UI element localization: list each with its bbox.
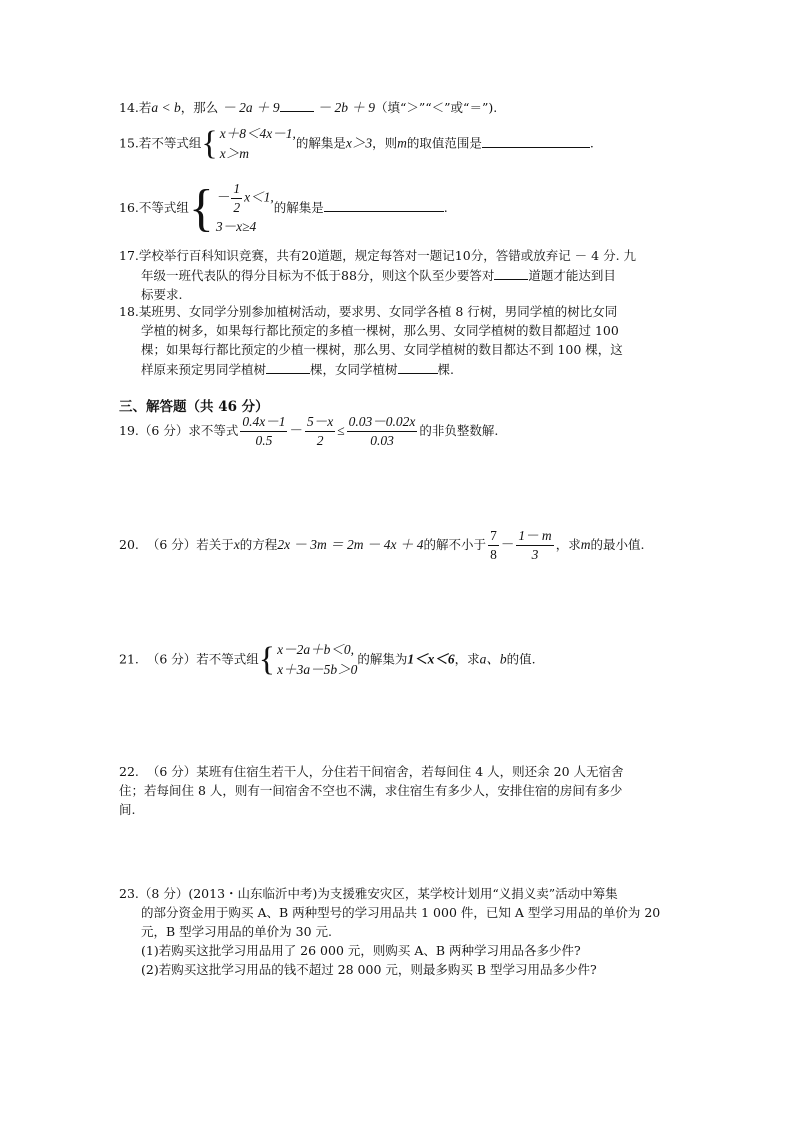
question-text: 若不等式组 (196, 651, 259, 667)
question-19 (119, 413, 699, 450)
system-line: x－2a＋b＜0, (277, 642, 354, 657)
math-expression: a < b (151, 100, 181, 115)
denominator: 2 (316, 433, 324, 448)
math-expression: － 2a ＋ 9 (222, 100, 280, 115)
question-text: 间. (119, 802, 136, 817)
question-text: 道题才能达到目 (528, 268, 616, 283)
answer-blank[interactable] (482, 133, 590, 148)
question-20 (119, 527, 699, 564)
question-text: 的解集为 (357, 651, 408, 667)
numerator: 0.4x－1 (240, 413, 287, 432)
numerator: 1－ m (516, 527, 553, 546)
sub-question-2: (2)若购买这批学习用品的钱不超过 28 000 元，则最多购买 B 型学习用品多少件? (141, 962, 597, 977)
points: （6 分） (138, 423, 189, 438)
question-text: 的解集是 (273, 200, 324, 215)
question-text: 住；若每间住 8 人，则有一间宿舍不空也不满，求住宿生有多少人，安排住宿的房间有多少 (119, 783, 623, 798)
math-variable: a、b (479, 651, 507, 667)
inequality-system (201, 124, 295, 164)
question-number: 17. (119, 248, 139, 263)
question-text: (2013・山东临沂中考)为支援雅安灾区，某学校计划用“义捐义卖”活动中筹集 (188, 886, 618, 901)
question-text: 标要求. (141, 287, 183, 302)
question-number: 20. (119, 537, 139, 552)
math-expression: x＞3 (345, 135, 373, 151)
question-text: 的解不小于 (423, 537, 487, 552)
question-text: 求不等式 (188, 423, 239, 438)
points: （6 分） (146, 651, 197, 667)
answer-blank[interactable] (494, 265, 528, 280)
numerator: 1 (231, 180, 242, 199)
question-14 (119, 97, 699, 117)
question-text: 若 (138, 100, 152, 115)
question-16 (119, 180, 699, 237)
question-text: 的最小值. (590, 537, 645, 552)
question-text: ，求 (555, 537, 581, 552)
question-number: 22. (119, 764, 139, 779)
section-heading: 三、解答题（共 46 分） (119, 399, 269, 415)
question-text: ，则 (372, 135, 398, 151)
question-text: 样原来预定男同学植树 (141, 362, 267, 377)
question-text: 的值. (506, 651, 536, 667)
system-line: x＋3a－5b＞0 (277, 662, 358, 677)
expression-rest: x＜1, (244, 189, 274, 205)
fraction (488, 527, 499, 564)
inequality-system (189, 180, 274, 237)
fraction (347, 413, 418, 450)
question-17 (119, 246, 699, 304)
sub-question-1: (1)若购买这批学习用品用了 26 000 元，则购买 A、B 两种学习用品各多少件? (141, 943, 581, 958)
question-number: 21. (119, 651, 139, 667)
question-text: 不等式组 (138, 200, 189, 215)
math-expression: 1＜x＜6 (407, 651, 455, 667)
punctuation: . (589, 135, 594, 151)
question-text: 学植的树多，如果每行都比预定的多植一棵树，那么男、女同学植树的数目都超过 100 (141, 323, 619, 338)
numerator: 0.03－0.02x (347, 413, 418, 432)
brace: { (258, 641, 276, 678)
question-text: 的非负整数解. (419, 423, 499, 438)
punctuation: . (443, 200, 448, 215)
system-line: x＞m (219, 146, 249, 161)
fraction (240, 413, 287, 450)
inequality-system (259, 640, 358, 680)
question-text: 某班男、女同学分别参加植树活动，要求男、女同学各植 8 行树，男同学植的树比女同 (138, 304, 618, 319)
denominator: 0.03 (370, 433, 394, 448)
denominator: 8 (490, 547, 497, 562)
question-text: 的方程 (239, 537, 278, 552)
fraction (231, 180, 242, 217)
question-23 (119, 884, 699, 979)
system-line: 3－x≥4 (215, 219, 257, 234)
question-text: 的部分资金用于购买 A、B 两种型号的学习用品共 1 000 件，已知 A 型学习用品的单价为 20 (141, 905, 661, 920)
question-number: 23. (119, 886, 139, 901)
points: （6 分） (146, 537, 197, 552)
question-number: 14. (119, 100, 139, 115)
le-sign: ≤ (337, 423, 345, 438)
question-15 (119, 124, 699, 164)
minus-sign: － (289, 423, 303, 438)
system-line (216, 180, 274, 217)
question-text: 棵. (437, 362, 455, 377)
brace: { (201, 125, 218, 162)
question-text: 元，B 型学习用品的单价为 30 元. (141, 924, 332, 939)
question-text: 棵；如果每行都比预定的少植一棵树，那么男、女同学植树的数目都达不到 100 棵，这 (141, 342, 623, 357)
answer-blank[interactable] (398, 359, 438, 374)
question-text: 的取值范围是 (406, 135, 482, 151)
brace: { (188, 179, 214, 237)
math-expression: － 2b ＋ 9 (317, 100, 375, 115)
question-text: （填“＞”“＜”或“＝”). (375, 100, 498, 115)
question-text: 的解集是 (295, 135, 346, 151)
math-variable: x (233, 537, 240, 552)
question-text: 棵，女同学植树 (310, 362, 398, 377)
answer-blank[interactable] (280, 97, 314, 112)
question-text: ，求 (454, 651, 480, 667)
points: （6 分） (146, 764, 197, 779)
fraction (516, 527, 553, 564)
question-text: 年级一班代表队的得分目标为不低于88分，则这个队至少要答对 (141, 268, 495, 283)
denominator: 0.5 (255, 433, 273, 448)
numerator: 7 (488, 527, 499, 546)
minus-sign: － (215, 189, 230, 205)
question-text: 若关于 (196, 537, 234, 552)
question-text: 学校举行百科知识竞赛，共有20道题，规定每答对一题记10分，答错或放弃记 － 4 分. 九 (138, 248, 637, 263)
question-22 (119, 762, 699, 819)
denominator: 2 (233, 200, 241, 215)
math-variable: m (580, 537, 591, 552)
points: （8 分） (138, 886, 189, 901)
answer-blank[interactable] (266, 359, 310, 374)
math-expression: 2x － 3m ＝ 2m － 4x ＋ 4 (277, 537, 424, 552)
system-line: x＋8＜4x－1, (219, 126, 296, 141)
question-number: 15. (119, 135, 139, 151)
question-number: 19. (119, 423, 139, 438)
question-text: 若不等式组 (138, 135, 202, 151)
minus-sign: － (500, 537, 515, 552)
question-text: ，那么 (180, 100, 223, 115)
question-18 (119, 302, 699, 379)
question-number: 16. (119, 200, 139, 215)
answer-blank[interactable] (324, 197, 444, 212)
question-number: 18. (119, 304, 139, 319)
fraction (305, 413, 335, 450)
question-text: 某班有住宿生若干人，分住若干间宿舍，若每间住 4 人，则还余 20 人无宿舍 (196, 764, 624, 779)
denominator: 3 (531, 547, 539, 562)
question-21 (119, 640, 699, 680)
numerator: 5－x (305, 413, 335, 432)
math-variable: m (397, 135, 407, 151)
